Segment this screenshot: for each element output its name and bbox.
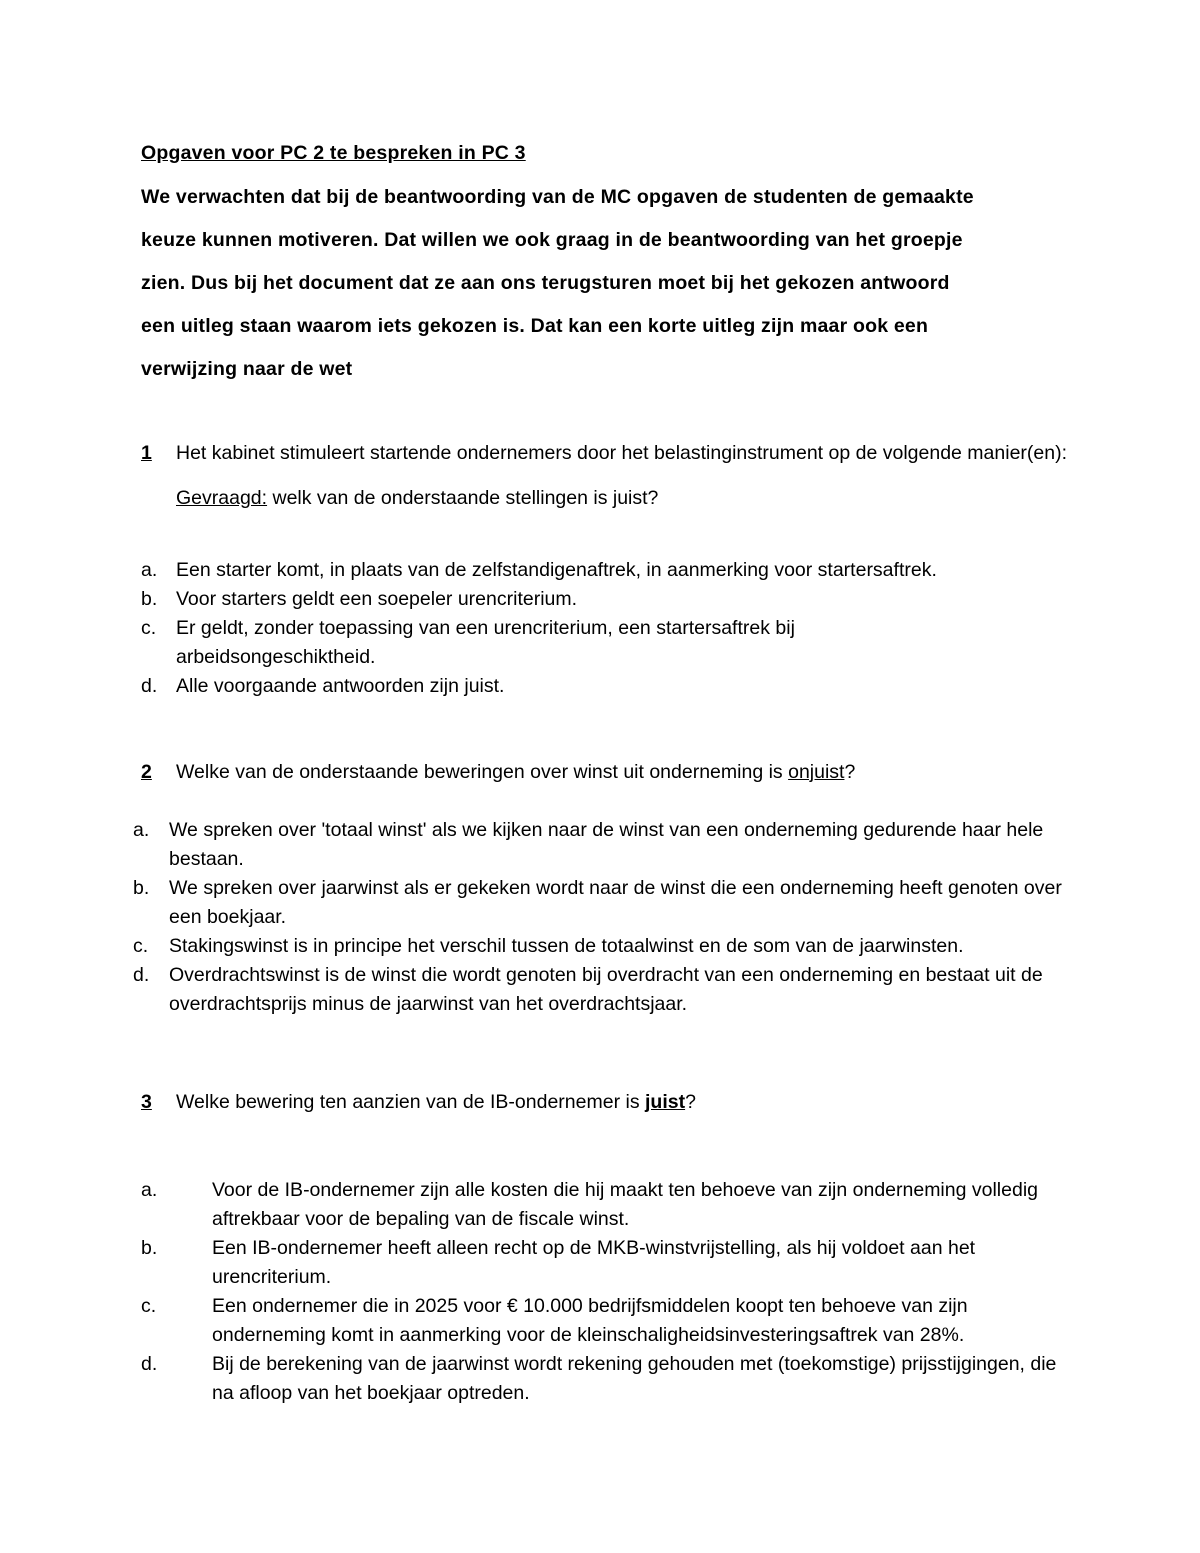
option-text: Stakingswinst is in principe het verschil tussen de totaalwinst en de som van de jaarwinsten. — [169, 935, 964, 957]
gevraagd-text: welk van de onderstaande stellingen is juist? — [267, 487, 659, 509]
question-1 — [141, 439, 1081, 513]
question-text: Het kabinet stimuleert startende ondernemers door het belastinginstrument op de volgende manier(en): — [176, 442, 1068, 464]
question-text-part: ? — [844, 761, 856, 783]
gevraagd-line — [176, 484, 1081, 513]
question-2-options — [133, 816, 1068, 1019]
option-text: Een ondernemer die in 2025 voor € 10.000 bedrijfsmiddelen koopt ten behoeve van zijn onderneming komt in aanmerking voor de kleinschaligheidsinvesteringsaftrek van 28%. — [212, 1295, 968, 1346]
option-text: We spreken over 'totaal winst' als we kijken naar de winst van een onderneming gedurende haar hele bestaan. — [169, 819, 1044, 870]
option-text: Een starter komt, in plaats van de zelfstandigenaftrek, in aanmerking voor startersaftrek. — [176, 559, 937, 581]
question-text — [176, 758, 1081, 787]
option-letter: d. — [141, 675, 158, 697]
option-letter: c. — [133, 935, 149, 957]
answer-option — [133, 932, 1068, 961]
question-text-part: Welke van de onderstaande beweringen over winst uit onderneming is — [176, 761, 789, 783]
question-emphasis: juist — [645, 1091, 686, 1113]
option-letter: b. — [133, 877, 150, 899]
answer-option — [133, 816, 1068, 874]
answer-option — [141, 1350, 1061, 1408]
intro-paragraph — [141, 183, 1081, 398]
question-3-options — [141, 1176, 1061, 1408]
question-text — [176, 1088, 1081, 1117]
gevraagd-label: Gevraagd: — [176, 487, 268, 509]
option-text: Er geldt, zonder toepassing van een urencriterium, een startersaftrek bij arbeidsongeschiktheid. — [176, 617, 795, 668]
option-letter: b. — [141, 588, 158, 610]
option-letter: b. — [141, 1237, 158, 1259]
question-3 — [141, 1088, 1081, 1117]
option-letter: d. — [133, 964, 150, 986]
answer-option — [141, 672, 1071, 701]
answer-option — [141, 585, 1071, 614]
option-text: Alle voorgaande antwoorden zijn juist. — [176, 675, 505, 697]
intro-line: We verwachten dat bij de beantwoording van de MC opgaven de studenten de gemaakte — [141, 186, 974, 208]
document-title: Opgaven voor PC 2 te bespreken in PC 3 — [141, 142, 526, 164]
answer-option — [141, 1292, 1061, 1350]
option-letter: a. — [141, 559, 158, 581]
question-2 — [141, 758, 1081, 787]
intro-line: zien. Dus bij het document dat ze aan ons terugsturen moet bij het gekozen antwoord — [141, 272, 950, 294]
answer-option — [133, 961, 1068, 1019]
option-letter: a. — [141, 1179, 158, 1201]
option-letter: c. — [141, 617, 157, 639]
option-text: Voor de IB-ondernemer zijn alle kosten die hij maakt ten behoeve van zijn onderneming volledig aftrekbaar voor de bepaling van de fiscale winst. — [212, 1179, 1038, 1230]
intro-line: verwijzing naar de wet — [141, 358, 353, 380]
option-text: We spreken over jaarwinst als er gekeken wordt naar de winst die een onderneming heeft genoten over een boekjaar. — [169, 877, 1062, 928]
question-text-part: Welke bewering ten aanzien van de IB-ondernemer is — [176, 1091, 645, 1113]
intro-line: een uitleg staan waarom iets gekozen is. Dat kan een korte uitleg zijn maar ook een — [141, 315, 929, 337]
option-text: Bij de berekening van de jaarwinst wordt rekening gehouden met (toekomstige) prijsstijgingen, die na afloop van het boekjaar optreden. — [212, 1353, 1057, 1404]
question-number: 2 — [141, 761, 152, 783]
option-text: Overdrachtswinst is de winst die wordt genoten bij overdracht van een onderneming en bestaat uit de overdrachtsprijs minus de jaarwinst van het overdrachtsjaar. — [169, 964, 1043, 1015]
answer-option — [141, 1176, 1061, 1234]
intro-line: keuze kunnen motiveren. Dat willen we ook graag in de beantwoording van het groepje — [141, 229, 963, 251]
answer-option — [133, 874, 1068, 932]
option-letter: d. — [141, 1353, 158, 1375]
option-text: Een IB-ondernemer heeft alleen recht op de MKB-winstvrijstelling, als hij voldoet aan het urencriterium. — [212, 1237, 976, 1288]
answer-option — [141, 1234, 1061, 1292]
answer-option — [141, 614, 876, 672]
question-text-part: ? — [685, 1091, 696, 1113]
option-text: Voor starters geldt een soepeler urencriterium. — [176, 588, 578, 610]
option-letter: c. — [141, 1295, 157, 1317]
option-letter: a. — [133, 819, 150, 841]
question-number: 1 — [141, 442, 152, 464]
question-number: 3 — [141, 1091, 152, 1113]
question-emphasis: onjuist — [788, 761, 845, 783]
answer-option — [141, 556, 1071, 585]
question-1-options — [141, 556, 1071, 701]
